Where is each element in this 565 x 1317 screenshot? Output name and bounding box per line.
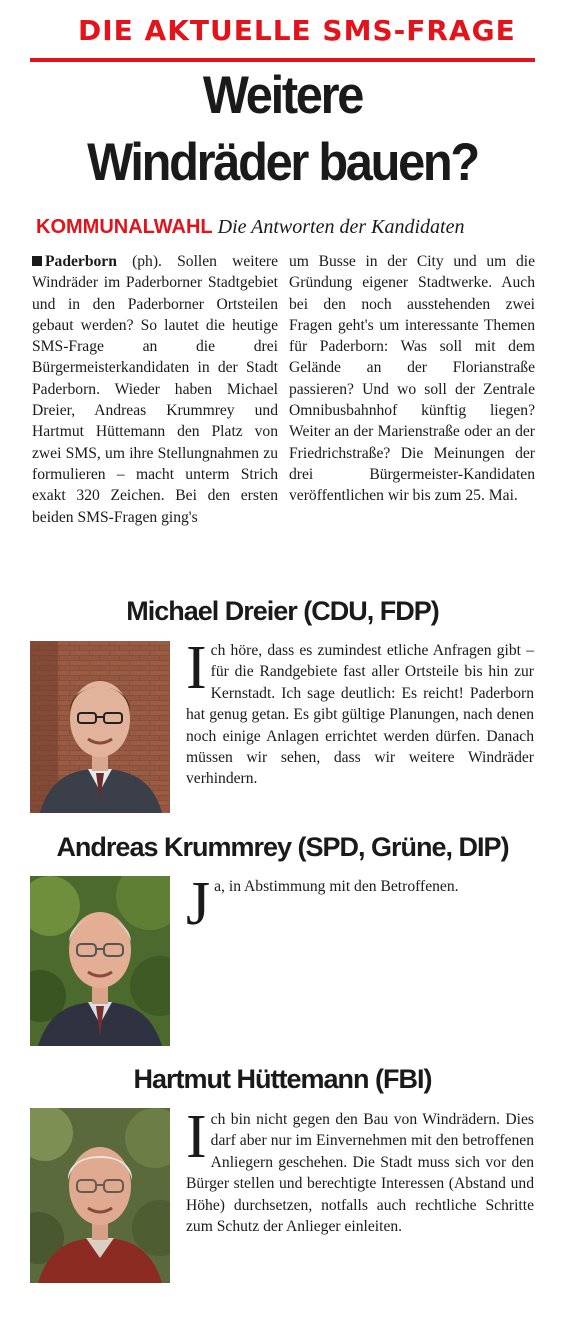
candidate-name-krummrey: Andreas Krummrey (SPD, Grüne, DIP) <box>56 832 509 862</box>
paragraph-square-icon <box>32 256 42 266</box>
statement-huettemann <box>186 1103 534 1237</box>
answer-dreier: ch höre, dass es zumindest etliche Anfragen gibt – für die Randgebiete fast aller Ortsteile bis hin zur Kernstadt. Ich sage deutlich: Es reicht! Paderborn hat genug getan. Es gibt gültige Planungen, nach denen noch einige Anlagen errichtet werden dürfen. Danach müssen wir sehen, dass wir weitere Windräder verhindern. <box>186 642 534 788</box>
portrait-dreier <box>30 641 170 813</box>
subline-tag: KOMMUNALWAHL <box>36 216 213 238</box>
article-text-left: (ph). Sollen weitere Windräder im Paderborner Stadtgebiet und in den Paderborner Ortsteilen gebaut werden? So lautet die heutige SMS-Frage an die drei Bürgermeisterkandidaten in der Stadt Paderborn. Wieder haben Michael Dreier, Andreas Krummrey und Hartmut Hüttemann den Platz von zwei SMS, um ihre Stellungnahmen zu formulieren – macht unterm Strich exakt 320 Zeichen. Bei den ersten beiden SMS-Fragen ging's <box>32 253 278 526</box>
candidate-name-huettemann: Hartmut Hüttemann (FBI) <box>133 1064 432 1094</box>
subline-text: Die Antworten der Kandidaten <box>217 216 465 238</box>
headline-line-2: Windräder bauen? <box>87 133 478 192</box>
article-column-right: um Busse in der City und um die Gründung eigener Stadtwerke. Auch bei den noch ausstehenden zwei Fragen geht's um interessante Themen für Paderborn: Was soll mit dem Gelände an der Florianstraße passieren? Und wo soll der Zentrale Omnibusbahnhof künftig liegen? Weiter an der Marienstraße oder an der Friedrichstraße? Die Meinungen der drei Bürgermeister-Kandidaten veröffentlichen wir bis zum 25. Mai. <box>289 253 535 505</box>
answer-krummrey: a, in Abstimmung mit den Betroffenen. <box>214 878 459 895</box>
candidate-name-dreier: Michael Dreier (CDU, FDP) <box>126 596 439 626</box>
section-kicker: DIE AKTUELLE SMS-FRAGE <box>78 14 516 47</box>
answer-huettemann: ch bin nicht gegen den Bau von Windrädern. Dies darf aber nur im Einvernehmen mit den betroffenen Anliegern geschehen. Die Stadt muss sich vor den Bürger stellen und berechtigte Interessen (Abstand und Höhe) durchsetzen, notfalls auch rechtliche Schritte zum Schutz der Anlieger einleiten. <box>186 1111 534 1236</box>
portrait-krummrey <box>30 876 170 1046</box>
headline-line-1: Weitere <box>202 66 363 125</box>
dropcap-dreier: I <box>186 634 207 702</box>
statement-dreier <box>186 634 534 790</box>
dropcap-krummrey: J <box>186 870 211 938</box>
article-place: Paderborn <box>45 253 117 270</box>
statement-krummrey <box>186 870 534 938</box>
article-column-left <box>32 251 278 528</box>
subline <box>36 215 464 239</box>
portrait-huettemann <box>30 1108 170 1283</box>
dropcap-huettemann: I <box>186 1103 207 1171</box>
kicker-rule <box>30 58 535 62</box>
